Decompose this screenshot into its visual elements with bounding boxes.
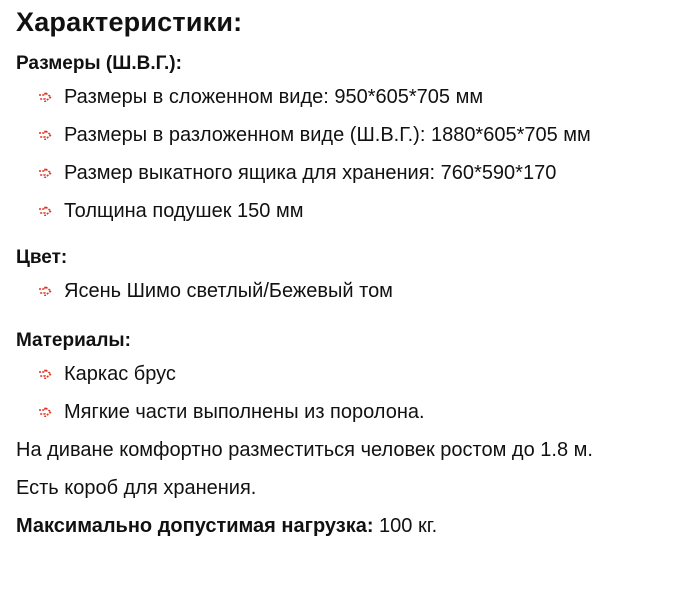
red-arrow-icon [38, 407, 52, 417]
red-arrow-icon [38, 168, 52, 178]
max-load-label: Максимально допустимая нагрузка: [16, 515, 374, 537]
list-item-text: Мягкие части выполнены из поролона. [64, 401, 425, 423]
list-item [16, 192, 676, 230]
list-item [16, 116, 676, 154]
comfort-paragraph: На диване комфортно разместиться человек ростом до 1.8 м. [16, 439, 593, 461]
list-item [16, 355, 676, 393]
dimensions-heading: Размеры (Ш.В.Г.): [16, 53, 182, 74]
max-load-value: 100 кг. [373, 515, 438, 537]
list-item-text: Размеры в разложенном виде (Ш.В.Г.): 1880*605*705 мм [64, 124, 591, 146]
color-list [16, 272, 676, 310]
red-arrow-icon [38, 286, 52, 296]
color-heading: Цвет: [16, 247, 68, 268]
list-item [16, 393, 676, 431]
red-arrow-icon [38, 92, 52, 102]
list-item [16, 272, 676, 310]
list-item-text: Ясень Шимо светлый/Бежевый том [64, 280, 393, 302]
list-item-text: Размер выкатного ящика для хранения: 760*590*170 [64, 162, 557, 184]
list-item-text: Размеры в сложенном виде: 950*605*705 мм [64, 86, 484, 108]
materials-list [16, 355, 676, 431]
list-item [16, 154, 676, 192]
dimensions-list [16, 78, 676, 230]
storage-paragraph: Есть короб для хранения. [16, 477, 257, 499]
red-arrow-icon [38, 130, 52, 140]
list-item-text: Толщина подушек 150 мм [64, 200, 304, 222]
red-arrow-icon [38, 369, 52, 379]
list-item [16, 78, 676, 116]
max-load-paragraph [16, 507, 676, 545]
red-arrow-icon [38, 206, 52, 216]
materials-heading: Материалы: [16, 330, 131, 351]
specifications-page [16, 4, 676, 545]
page-title: Характеристики: [16, 7, 243, 37]
list-item-text: Каркас брус [64, 363, 176, 385]
